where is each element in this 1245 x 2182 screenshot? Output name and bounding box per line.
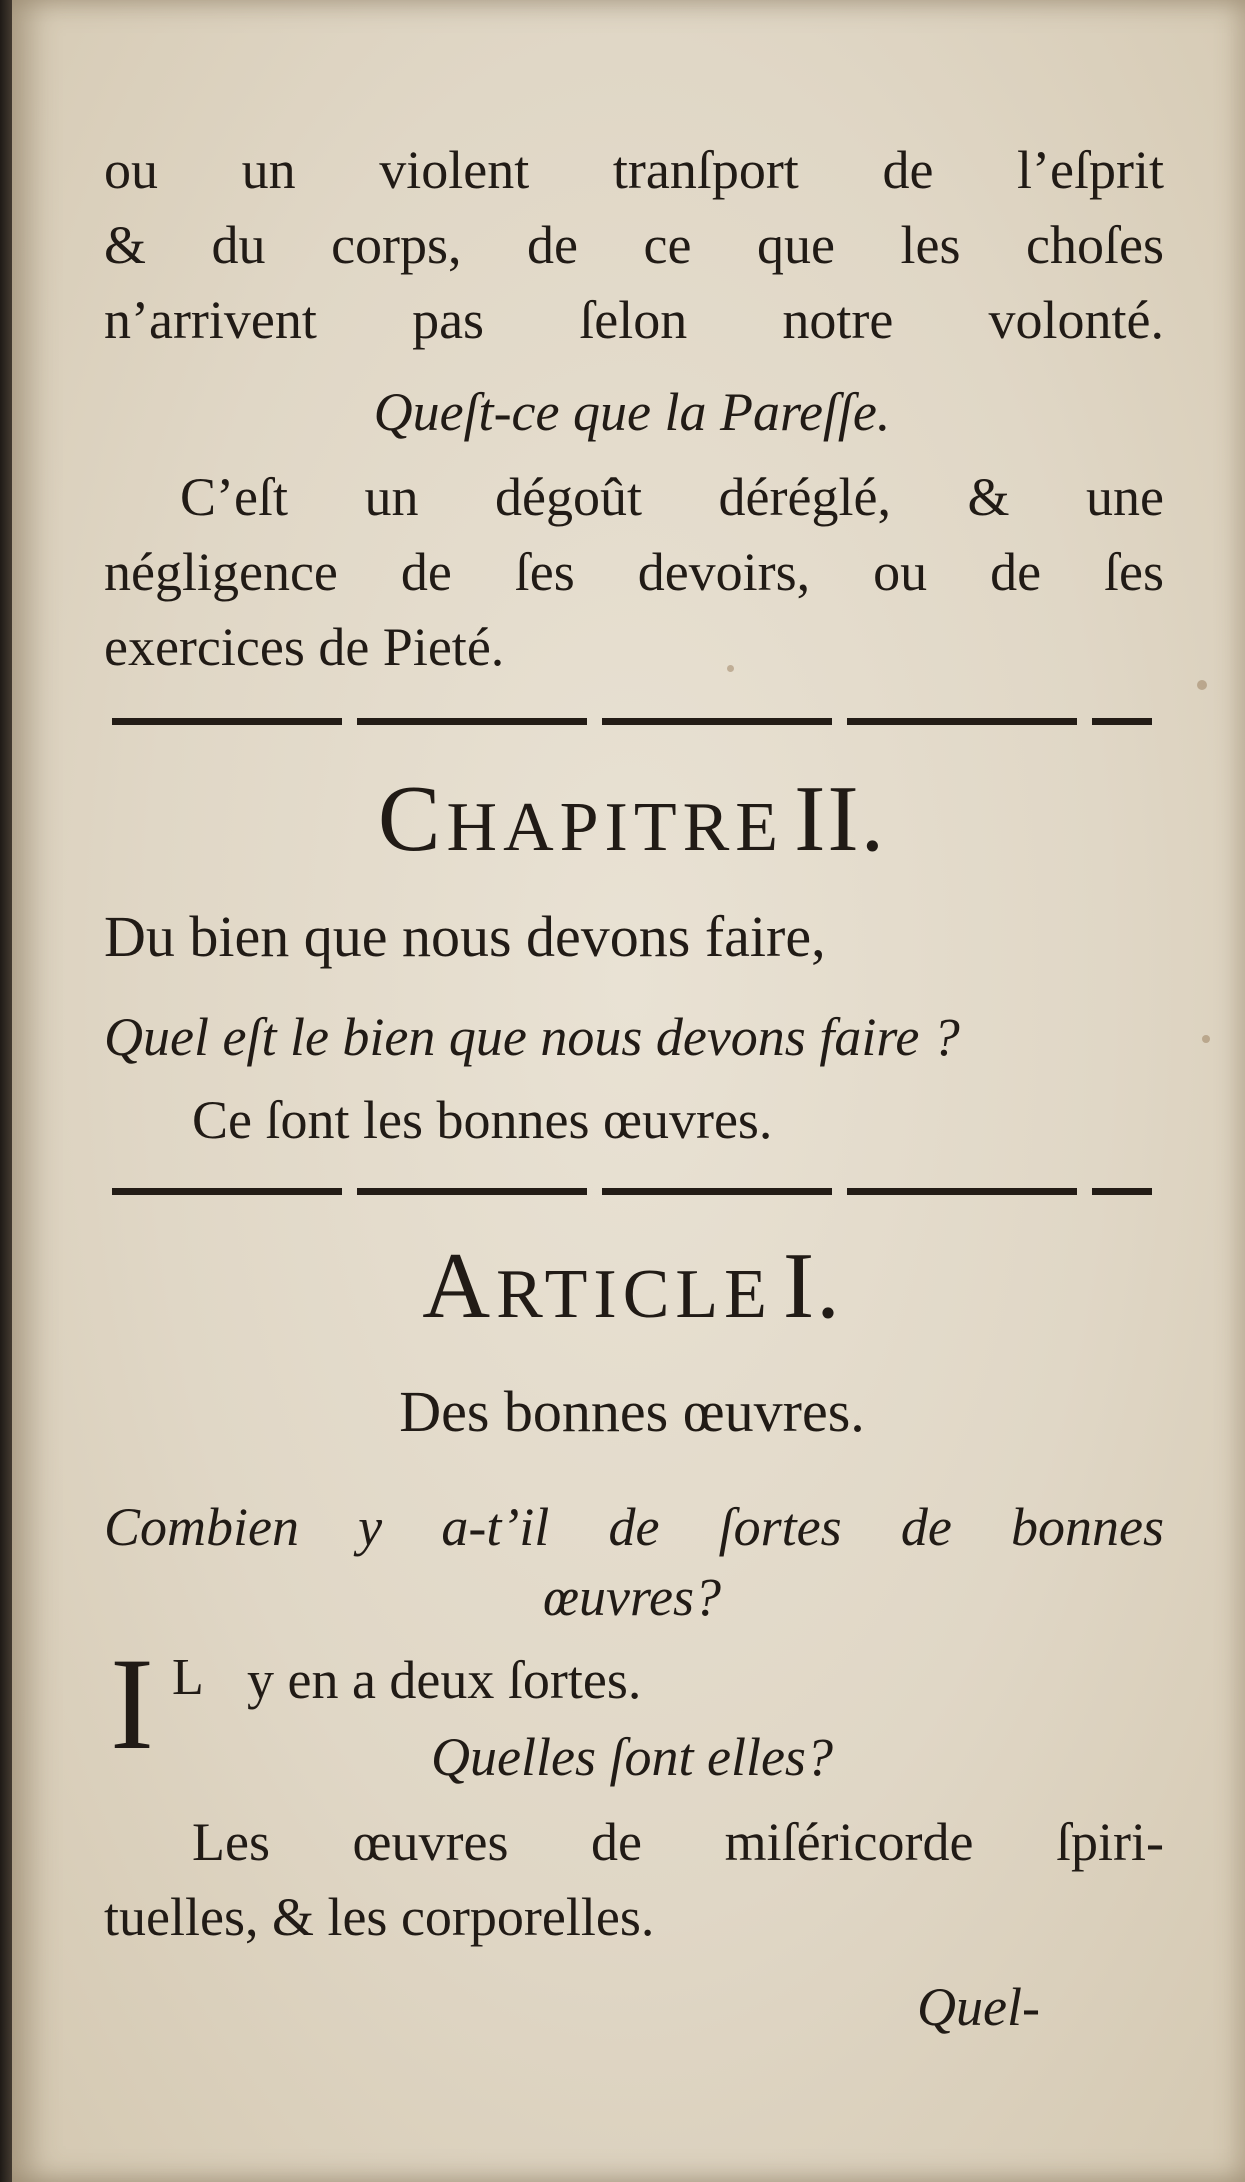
article-heading [92, 1232, 1172, 1340]
question-text: Quelles ſont elles? [431, 1727, 833, 1787]
text-line: & du corps, de ce que les choſes [104, 215, 1164, 275]
chapter-heading [92, 765, 1172, 873]
text-line: négligence de ſes devoirs, ou de ſes [104, 542, 1164, 602]
article-subtitle: Des bonnes œuvres. [399, 1379, 865, 1444]
text-line: ou un violent tranſport de l’eſprit [104, 140, 1164, 200]
text-line: n’arrivent pas ſelon notre volonté. [104, 290, 1164, 350]
text-line: Les œuvres de miſéricorde ſpiri- [192, 1812, 1164, 1872]
chapter-initial: C [377, 767, 447, 871]
page-stain [1202, 1035, 1210, 1043]
article-initial: A [422, 1234, 497, 1338]
question-text: œuvres? [543, 1567, 721, 1627]
drop-cap-small: L [172, 1649, 204, 1706]
question-text: Queſt-ce que la Pareſſe. [373, 382, 891, 442]
question-text: Combien y a-t’il de ſortes de bonnes [104, 1497, 1164, 1557]
ornamental-rule [112, 718, 1152, 725]
book-page [12, 0, 1245, 2182]
text-line: exercices de Pieté. [104, 617, 505, 677]
drop-cap: I [110, 1630, 154, 1777]
text-line: tuelles, & les corporelles. [104, 1887, 655, 1947]
chapter-number: II. [794, 767, 887, 871]
article-number: I. [782, 1234, 842, 1338]
question-text: Quel eſt le bien que nous devons faire ? [104, 1007, 960, 1067]
ornamental-rule [112, 1188, 1152, 1195]
answer-text: y en a deux ſortes. [247, 1650, 642, 1710]
catchword: Quel- [917, 1977, 1040, 2037]
article-word: RTICLE [496, 1256, 773, 1333]
page-stain [1197, 680, 1207, 690]
answer-text: Ce ſont les bonnes œuvres. [192, 1090, 773, 1150]
chapter-word: HAPITRE [446, 789, 785, 866]
chapter-subtitle: Du bien que nous devons faire, [104, 904, 826, 969]
text-line: C’eſt un dégoût déréglé, & une [180, 467, 1164, 527]
